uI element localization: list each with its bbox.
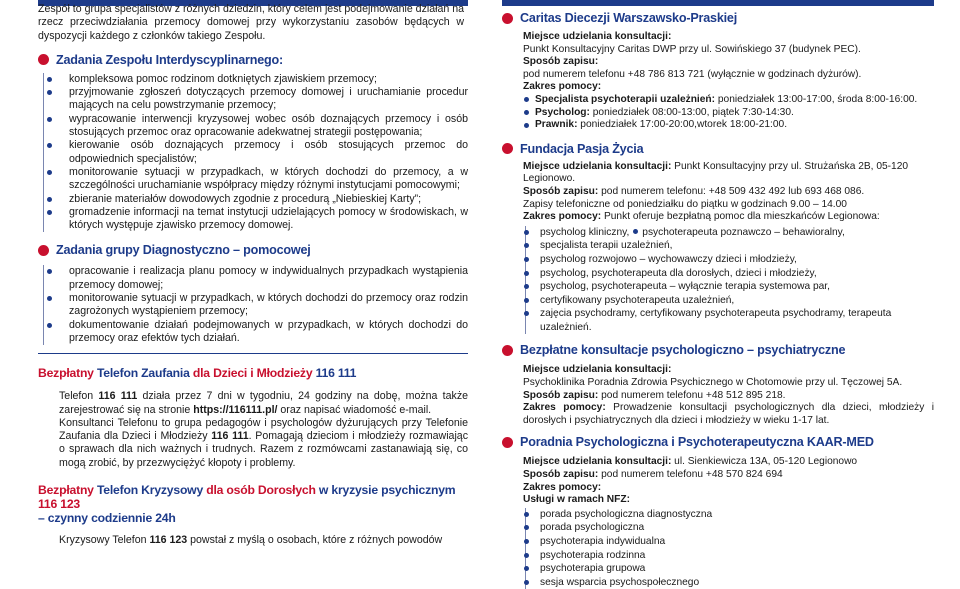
helpline-paragraph: Konsultanci Telefonu to grupa pedagogów i psychologów dyżurujących przy Telefonie Zaufania dla Dzieci i Młodzieży 116 111. Pomagają dzieciom i młodzieży rozmawiając o sprawach dla nich ważnych i trudnych. Razem z rozmówcami zastanawiają się, co mogą zrobić, by przezwyciężyć kłopoty i problemy. [59,416,468,469]
registration-hours: Zapisy telefoniczne od poniedziałku do piątku w godzinach 9.00 – 14.00 [523,198,847,210]
list-item: dokumentowanie działań podejmowanych w przypadkach, w których dochodzi do przemocy oraz efektów tych działań. [69,318,468,344]
red-bullet-icon [502,437,513,448]
left-column [38,0,468,547]
intro-paragraph: Zespół to grupa specjalistów z różnych dziedzin, który celem jest podejmowanie działań na rzecz przeciwdziałania przemocy domowej przy wykorzystaniu zasobów będących w dyspozycji każdego z członków takiego Zespołu. [38,3,464,42]
list-item: gromadzenie informacji na temat instytucji udzielających pomocy w środowiskach, w których występuje zjawisko przemocy domowej. [69,205,468,232]
place-text: Punkt Konsultacyjny Caritas DWP przy ul. Sowińskiego 37 (budynek PEC). [523,43,861,55]
list-item: Specjalista psychoterapii uzależnień: poniedziałek 13:00-17:00, środa 8:00-16:00. [535,94,934,107]
zespol-tasks-list [43,73,468,233]
red-bullet-icon [38,245,49,256]
list-item: psychoterapia indywidualna [540,535,934,549]
list-item: zajęcia psychodramy, certyfikowany psychoterapeuta psychodramy, terapeuta uzależnień. [540,307,934,334]
caritas-scope-list [523,94,934,132]
list-item: certyfikowany psychoterapeuta uzależnień, [540,294,934,308]
crisis-line-paragraph: Kryzysowy Telefon 116 123 powstał z myślą o osobach, które z różnych powodów [59,534,443,547]
caritas-title: Caritas Diecezji Warszawsko-Praskiej [502,11,934,25]
registration-line: Sposób zapisu: pod numerem telefonu +48 570 824 694 [523,469,783,481]
adult-crisis-line-title: Bezpłatny Telefon Kryzysowy dla osób Dorosłych w kryzysie psychicznym 116 123 – czynny codziennie 24h [38,483,456,526]
list-item: sesja wsparcia psychospołecznego [540,576,934,589]
place-text: Psychoklinika Poradnia Zdrowia Psychicznego w Chotomowie przy ul. Tęczowej 5A. [523,377,903,389]
list-item: Prawnik: poniedziałek 17:00-20:00,wtorek 18:00-21:00. [535,119,934,132]
section-diagnostic-title: Zadania grupy Diagnostyczno – pomocowej [38,243,468,257]
list-item: wypracowanie interwencji kryzysowej wobec osób doznających przemocy i osób stosujących przemoc oraz opracowanie adekwatnej strategii postępowania; [69,112,468,139]
psych-consult-details [502,364,934,427]
scope-line: Zakres pomocy: Punkt oferuje bezpłatną pomoc dla mieszkańców Legionowa: [523,211,880,223]
list-item: porada psychologiczna diagnostyczna [540,508,934,522]
fundacja-title: Fundacja Pasja Życia [502,142,934,156]
list-item: porada psychologiczna [540,521,934,535]
fundacja-details [502,161,934,335]
place-label: Miejsce udzielania konsultacji: [523,31,672,42]
children-helpline-title: Bezpłatny Telefon Zaufania dla Dzieci i Młodzieży 116 111 [38,366,357,381]
bullet-icon [633,229,638,234]
list-item: psycholog kliniczny, psychoterapeuta poznawczo – behawioralny, [540,226,934,240]
list-item: psycholog, psychoterapeuta dla dorosłych, dzieci i młodzieży, [540,267,934,281]
section-divider [38,353,468,354]
list-item: psychoterapia rodzinna [540,549,934,563]
red-bullet-icon [502,13,513,24]
scope-label: Zakres pomocy: [523,481,602,493]
list-item: psycholog, psychoterapeuta – wyłącznie terapia systemowa par, [540,280,934,294]
list-item: monitorowanie sytuacji w przypadkach, w których dochodzi do przemocy, a w szczególności uruchamianie współpracy między różnymi instytucjami pomocowymi; [69,165,468,192]
right-column [502,0,934,589]
caritas-details [502,31,934,132]
list-item: psycholog rozwojowo – wychowawczy dzieci i młodzieży, [540,253,934,267]
diagnostic-tasks-list [43,265,468,345]
red-bullet-icon [502,345,513,356]
list-item: specjalista terapii uzależnień, [540,239,934,253]
section-zespol-title: Zadania Zespołu Interdyscyplinarnego: [38,53,468,67]
scope-line: Zakres pomocy: Prowadzenie konsultacji psychologicznych dla dzieci, młodzieży i dorosłych i psychiatrycznych dla dzieci i młodzieży w wieku 1-17 lat. [523,402,934,426]
registration-label: Sposób zapisu: [523,56,599,68]
list-item: przyjmowanie zgłoszeń dotyczących przemocy domowej i uruchamianie procedur mających na celu powstrzymanie przemocy; [69,86,468,112]
kaarmed-title: Poradnia Psychologiczna i Psychoterapeutyczna KAAR-MED [502,435,934,449]
place-line: Miejsce udzielania konsultacji: Punkt Konsultacyjny przy ul. Strużańska 2B, 05-120 Legionowo. [523,160,909,185]
list-item: kompleksowa pomoc rodzinom dotkniętych zjawiskiem przemocy; [69,73,468,86]
list-item: opracowanie i realizacja planu pomocy w indywidualnych przypadkach wystąpienia przemocy domowej; [69,265,468,291]
red-bullet-icon [502,143,513,154]
list-item: kierowanie osób doznających przemocy i osób stosujących przemoc do odpowiednich specjalistów; [69,139,468,165]
kaarmed-details [502,456,934,589]
registration-line: Sposób zapisu: pod numerem telefonu +48 512 895 218. [523,389,786,401]
nfz-label: Usługi w ramach NFZ: [523,494,630,506]
kaarmed-services-list [525,508,934,589]
list-item: zbieranie materiałów dowodowych zgodnie z procedurą „Niebieskiej Karty”; [69,193,468,206]
list-item: monitorowanie sytuacji w przypadkach, w których dochodzi do przemocy oraz rodzin zagrożonych wystąpieniem przemocy; [69,292,468,318]
children-helpline-body [38,390,468,470]
list-item: psychoterapia grupowa [540,562,934,576]
helpline-paragraph: Telefon 116 111 działa przez 7 dni w tygodniu, 24 godziny na dobę, można także zarejestrować się na stronie https://116111.pl/ oraz napisać wiadomość e-mail. [59,390,469,416]
scope-label: Zakres pomocy: [523,81,602,93]
registration-text: pod numerem telefonu +48 786 813 721 (wyłącznie w godzinach dyżurów). [523,68,862,80]
list-item: Psycholog: poniedziałek 08:00-13:00, piątek 7:30-14:30. [535,107,934,120]
place-line: Miejsce udzielania konsultacji: ul. Sienkiewicza 13A, 05-120 Legionowo [523,456,858,468]
psych-consult-title: Bezpłatne konsultacje psychologiczno – psychiatryczne [502,343,934,357]
place-label: Miejsce udzielania konsultacji: [523,364,672,376]
fundacja-services-list [525,226,934,335]
red-bullet-icon [38,54,49,65]
registration-line: Sposób zapisu: pod numerem telefonu: +48 509 432 492 lub 693 468 086. [523,185,865,197]
